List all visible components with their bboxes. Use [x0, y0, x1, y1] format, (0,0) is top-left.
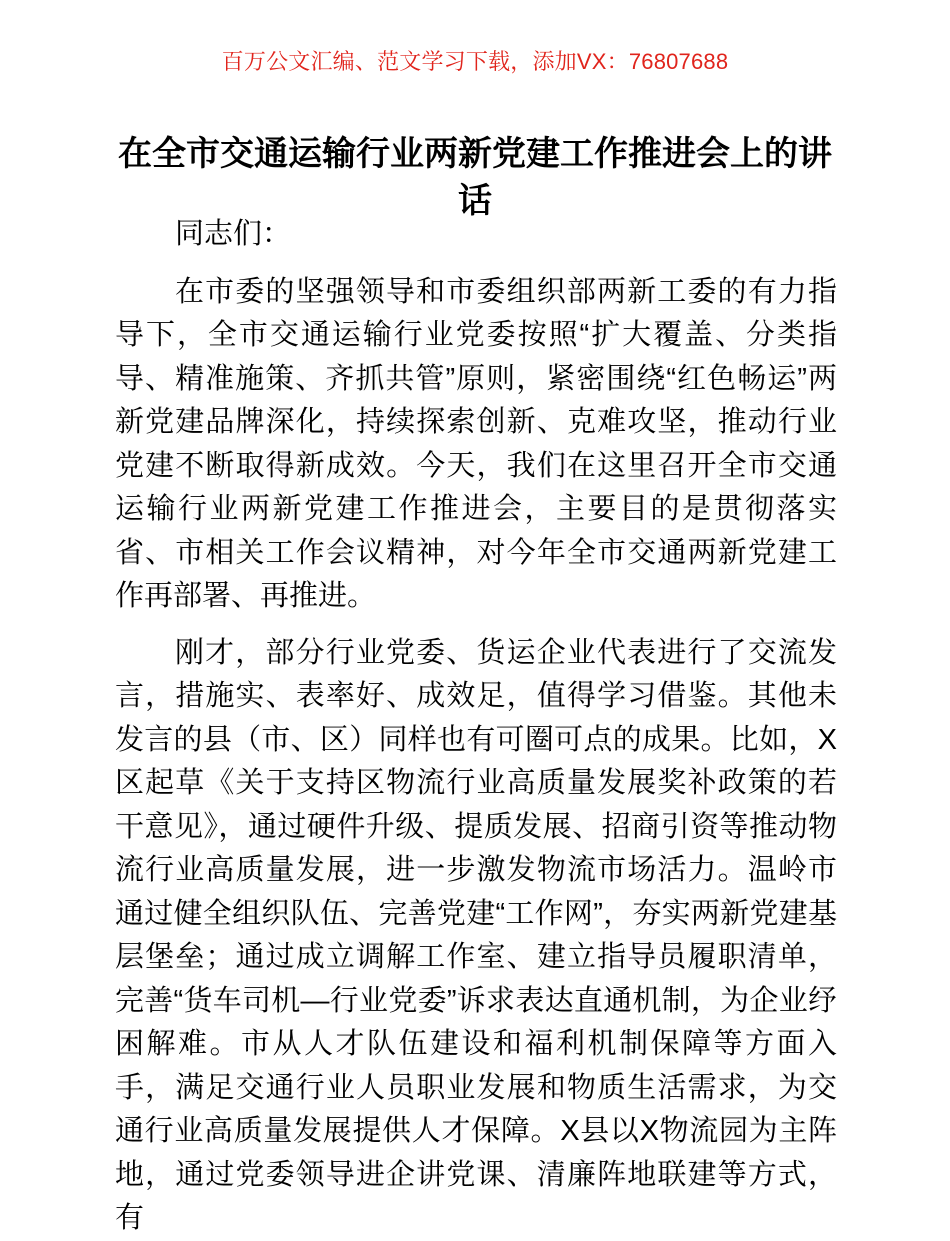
document-body	[115, 213, 837, 1241]
salutation-line: 同志们：	[175, 218, 292, 250]
page-title: 在全市交通运输行业两新党建工作推进会上的讲话	[118, 134, 832, 220]
body-paragraph-1: 在市委的坚强领导和市委组织部两新工委的有力指导下，全市交通运输行业党委按照“扩大覆盖、分类指导、精准施策、齐抓共管”原则，紧密围绕“红色畅运”两新党建品牌深化，持续探索创新、克难攻坚，推动行业党建不断取得新成效。今天，我们在这里召开全市交通运输行业两新党建工作推进会，主要目的是贯彻落实省、市相关工作会议精神，对今年全市交通两新党建工作再部署、再推进。	[115, 275, 837, 612]
promo-banner	[0, 47, 950, 77]
promo-watermark-text: 百万公文汇编、范文学习下载，添加VX：76807688	[221, 49, 729, 74]
body-paragraph-2: 刚才，部分行业党委、货运企业代表进行了交流发言，措施实、表率好、成效足，值得学习借鉴。其他未发言的县（市、区）同样也有可圈可点的成果。比如，X区起草《关于支持区物流行业高质量发展奖补政策的若干意见》，通过硬件升级、提质发展、招商引资等推动物流行业高质量发展，进一步激发物流市场活力。温岭市通过健全组织队伍、完善党建“工作网”，夯实两新党建基层堡垒；通过成立调解工作室、建立指导员履职清单，完善“货车司机—行业党委”诉求表达直通机制，为企业纾困解难。市从人才队伍建设和福利机制保障等方面入手，满足交通行业人员职业发展和物质生活需求，为交通行业高质量发展提供人才保障。X县以X物流园为主阵地，通过党委领导进企讲党课、清廉阵地联建等方式，有	[115, 636, 837, 1234]
